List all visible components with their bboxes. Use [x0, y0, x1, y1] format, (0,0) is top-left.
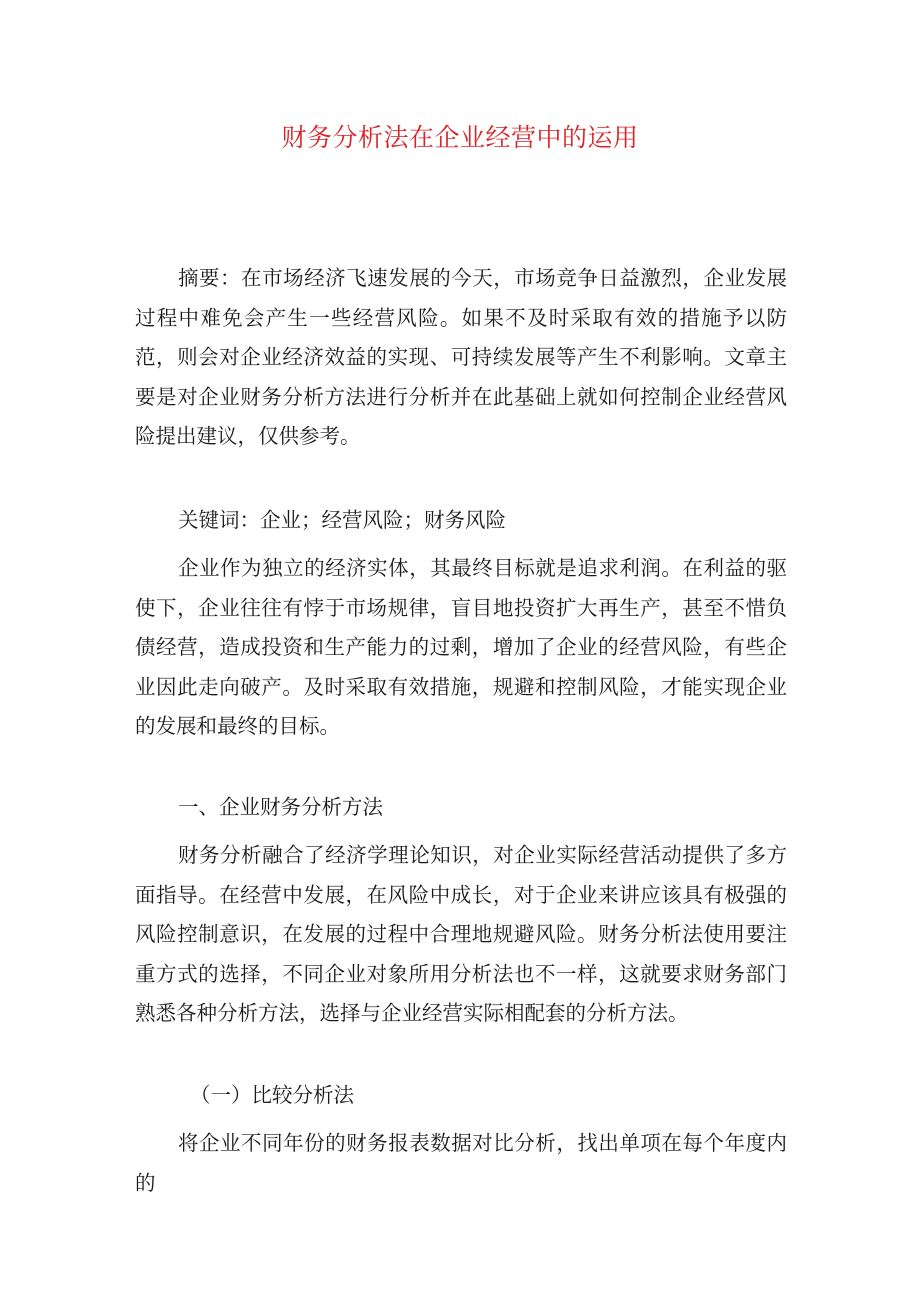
section-body-paragraph: 财务分析融合了经济学理论知识，对企业实际经营活动提供了多方面指导。在经营中发展，在风险中成长，对于企业来讲应该具有极强的风险控制意识，在发展的过程中合理地规避风险。财务分析法使用要注重方式的选择，不同企业对象所用分析法也不一样，这就要求财务部门熟悉各种分析方法，选择与企业经营实际相配套的分析方法。 [135, 843, 787, 1025]
subsection-body-paragraph: 将企业不同年份的财务报表数据对比分析，找出单项在每个年度内的 [135, 1131, 787, 1195]
abstract-paragraph: 摘要：在市场经济飞速发展的今天，市场竞争日益激烈，企业发展过程中难免会产生一些经营风险。如果不及时采取有效的措施予以防范，则会对企业经济效益的实现、可持续发展等产生不利影响。文章主要是对企业财务分析方法进行分析并在此基础上就如何控制企业经营风险提出建议，仅供参考。 [135, 266, 787, 448]
section-heading: 一、企业财务分析方法 [178, 795, 383, 819]
document-title: 财务分析法在企业经营中的运用 [281, 123, 639, 152]
intro-paragraph: 企业作为独立的经济实体，其最终目标就是追求利润。在利益的驱使下，企业往往有悖于市场规律，盲目地投资扩大再生产，甚至不惜负债经营，造成投资和生产能力的过剩，增加了企业的经营风险，有些企业因此走向破产。及时采取有效措施，规避和控制风险，才能实现企业的发展和最终的目标。 [135, 556, 787, 738]
subsection-heading: （一）比较分析法 [190, 1083, 354, 1107]
keywords-paragraph: 关键词：企业；经营风险；财务风险 [178, 508, 506, 532]
